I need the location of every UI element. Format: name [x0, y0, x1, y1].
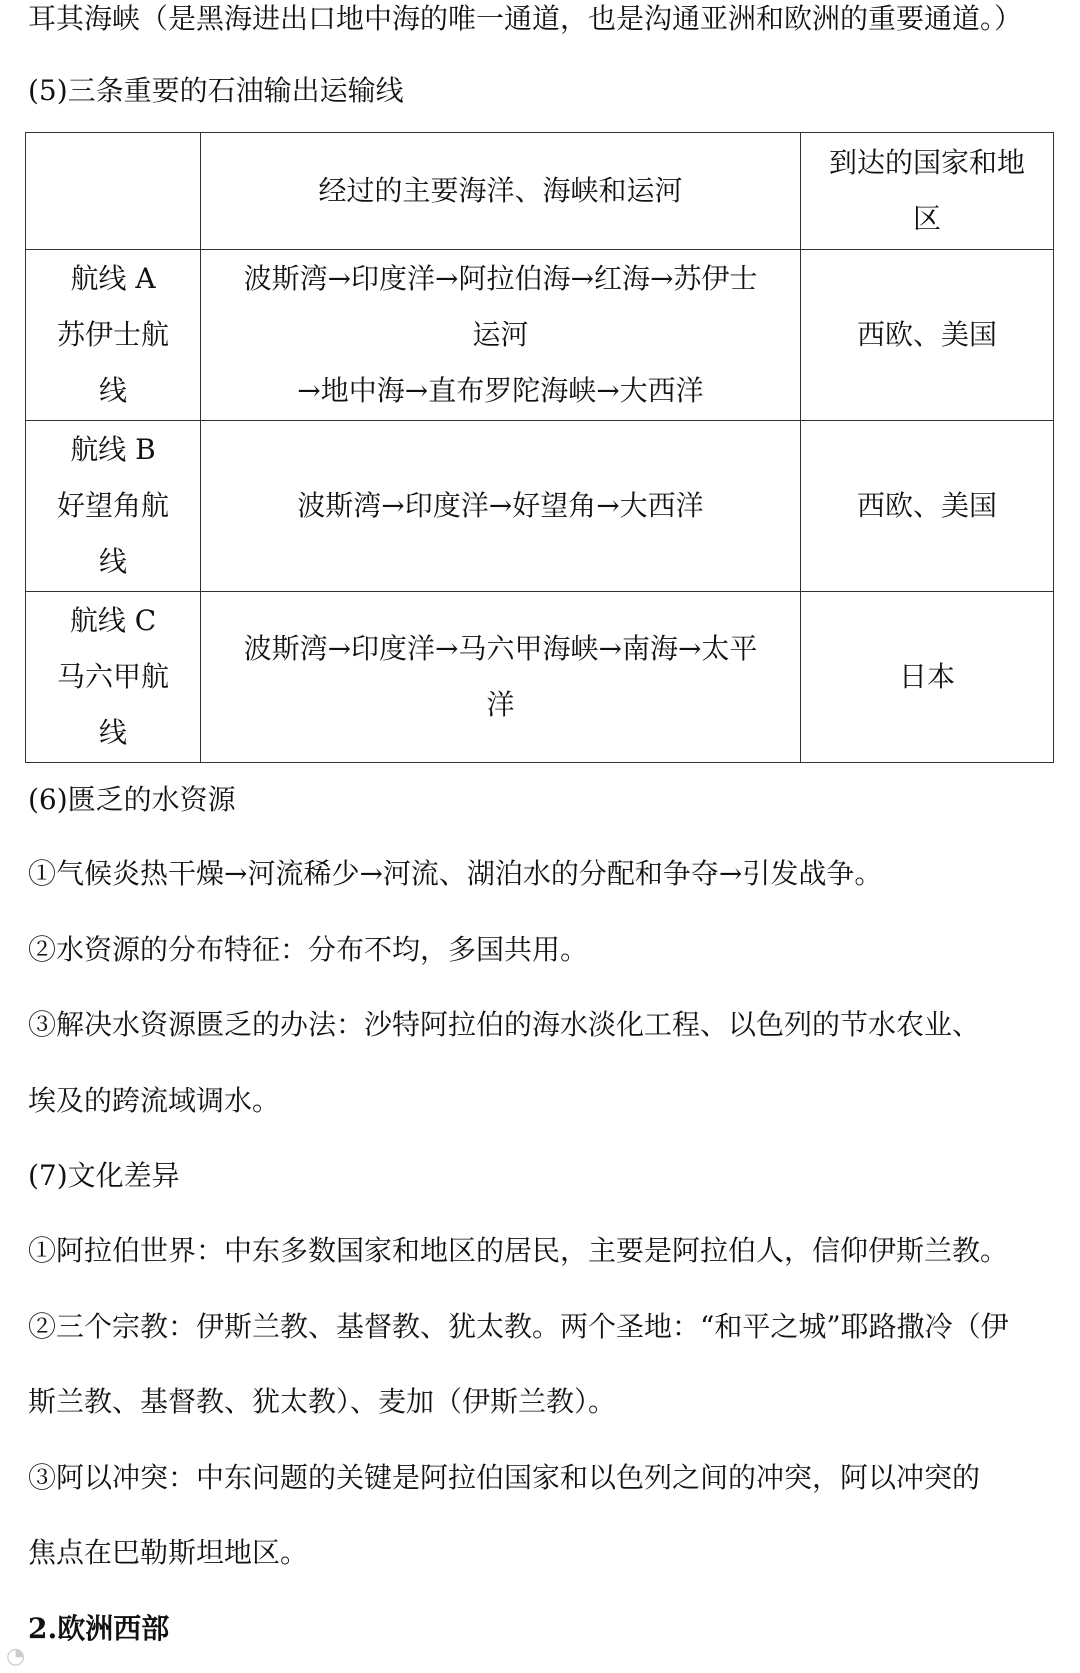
route-destination-cell: 西欧、美国: [801, 421, 1054, 592]
section-7-item: ①阿拉伯世界：中东多数国家和地区的居民，主要是阿拉伯人，信仰伊斯兰教。: [28, 1234, 1009, 1267]
section-7-title: (7)文化差异: [28, 1159, 180, 1192]
table-row: [26, 592, 1054, 763]
route-destination-cell: 西欧、美国: [801, 250, 1054, 421]
route-name-cell: 航线 C 马六甲航 线: [26, 592, 201, 763]
table-header-empty: [26, 133, 201, 250]
route-path-cell: 波斯湾→印度洋→阿拉伯海→红海→苏伊士 运河 →地中海→直布罗陀海峡→大西洋: [201, 250, 801, 421]
table-header-row: [26, 133, 1054, 250]
section-6-item: ③解决水资源匮乏的办法：沙特阿拉伯的海水淡化工程、以色列的节水农业、: [28, 1008, 981, 1041]
route-destination-cell: 日本: [801, 592, 1054, 763]
route-path-cell: 波斯湾→印度洋→马六甲海峡→南海→太平 洋: [201, 592, 801, 763]
table-row: [26, 421, 1054, 592]
oil-routes-table: [25, 132, 1054, 763]
table-row: [26, 250, 1054, 421]
section-7-item: 焦点在巴勒斯坦地区。: [28, 1536, 309, 1569]
route-name-cell: 航线 A 苏伊士航 线: [26, 250, 201, 421]
table-header-destination: 到达的国家和地 区: [801, 133, 1054, 250]
route-path-cell: 波斯湾→印度洋→好望角→大西洋: [201, 421, 801, 592]
section-7-item: ③阿以冲突：中东问题的关键是阿拉伯国家和以色列之间的冲突，阿以冲突的: [28, 1461, 981, 1494]
table-header-path: 经过的主要海洋、海峡和运河: [201, 133, 801, 250]
section-7-item: 斯兰教、基督教、犹太教）、麦加（伊斯兰教）。: [28, 1385, 617, 1418]
route-name-cell: 航线 B 好望角航 线: [26, 421, 201, 592]
intro-line: 耳其海峡（是黑海进出口地中海的唯一通道，也是沟通亚洲和欧洲的重要通道。）: [28, 2, 1023, 35]
section-5-title: (5)三条重要的石油输出运输线: [28, 74, 404, 107]
section-6-title: (6)匮乏的水资源: [28, 783, 236, 816]
section-6-item: 埃及的跨流域调水。: [28, 1084, 281, 1117]
section-7-item: ②三个宗教：伊斯兰教、基督教、犹太教。两个圣地：“和平之城”耶路撒冷（伊: [28, 1310, 1009, 1343]
section-heading-europe-west: 2.欧洲西部: [28, 1612, 170, 1645]
section-6-item: ①气候炎热干燥→河流稀少→河流、湖泊水的分配和争夺→引发战争。: [28, 857, 883, 890]
section-6-item: ②水资源的分布特征：分布不均，多国共用。: [28, 933, 589, 966]
watermark-icon: ◔: [6, 1644, 26, 1669]
